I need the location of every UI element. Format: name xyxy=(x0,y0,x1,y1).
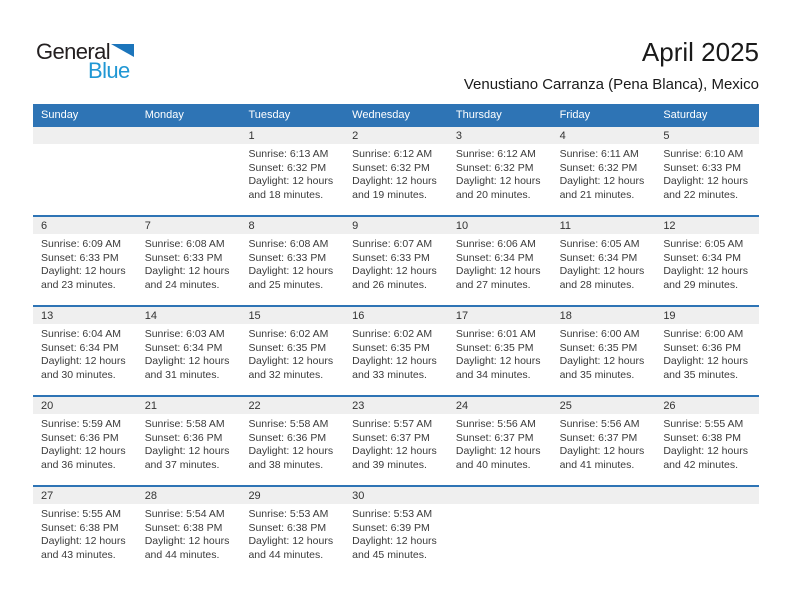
sunset-text: Sunset: 6:33 PM xyxy=(41,251,119,264)
day-cell-29 xyxy=(240,487,344,575)
day-details xyxy=(240,144,344,202)
day-number: 7 xyxy=(137,217,241,234)
sunrise-text: Sunrise: 6:08 AM xyxy=(248,238,329,250)
page-title: April 2025 xyxy=(641,37,759,67)
sunset-text: Sunset: 6:32 PM xyxy=(559,161,638,174)
day-details xyxy=(344,324,448,382)
day-cell-empty xyxy=(137,127,241,215)
sunrise-text: Sunrise: 6:05 AM xyxy=(559,238,640,250)
calendar-table xyxy=(33,104,759,575)
day-cell-25 xyxy=(552,397,656,485)
daylight-text: Daylight: 12 hours and 24 minutes. xyxy=(144,265,230,291)
sunset-text: Sunset: 6:33 PM xyxy=(663,161,741,174)
day-cell-27 xyxy=(33,487,137,575)
day-details xyxy=(33,414,137,472)
day-cell-15 xyxy=(240,307,344,395)
daylight-text: Daylight: 12 hours and 41 minutes. xyxy=(559,445,645,471)
sunset-text: Sunset: 6:36 PM xyxy=(144,431,223,444)
daylight-text: Daylight: 12 hours and 43 minutes. xyxy=(41,535,126,561)
sunset-text: Sunset: 6:35 PM xyxy=(559,341,638,354)
day-number: 14 xyxy=(137,307,241,324)
sunset-text: Sunset: 6:34 PM xyxy=(144,341,223,354)
week-row-5 xyxy=(33,485,759,575)
sunset-text: Sunset: 6:33 PM xyxy=(352,251,430,264)
day-details xyxy=(448,504,552,508)
sunrise-text: Sunrise: 5:58 AM xyxy=(144,418,225,430)
day-cell-7 xyxy=(137,217,241,305)
day-cell-22 xyxy=(240,397,344,485)
weekday-header-row xyxy=(33,104,759,125)
sunrise-text: Sunrise: 6:02 AM xyxy=(248,328,329,340)
daylight-text: Daylight: 12 hours and 20 minutes. xyxy=(455,175,541,201)
day-number: 20 xyxy=(33,397,137,414)
day-cell-4 xyxy=(552,127,656,215)
day-details xyxy=(344,414,448,472)
sunrise-text: Sunrise: 6:07 AM xyxy=(352,238,433,250)
daylight-text: Daylight: 12 hours and 45 minutes. xyxy=(352,535,437,561)
sunrise-text: Sunrise: 5:55 AM xyxy=(41,508,121,520)
day-number: 3 xyxy=(448,127,552,144)
daylight-text: Daylight: 12 hours and 34 minutes. xyxy=(455,355,541,381)
day-details xyxy=(655,504,759,508)
day-number: 28 xyxy=(137,487,241,504)
sunset-text: Sunset: 6:34 PM xyxy=(41,341,119,354)
location-subtitle: Venustiano Carranza (Pena Blanca), Mexico xyxy=(463,76,759,93)
day-cell-21 xyxy=(137,397,241,485)
day-number: 18 xyxy=(552,307,656,324)
day-details xyxy=(448,324,552,382)
day-number xyxy=(137,127,241,144)
sunrise-text: Sunrise: 5:56 AM xyxy=(455,418,536,430)
day-cell-1 xyxy=(240,127,344,215)
day-details xyxy=(33,324,137,382)
sunset-text: Sunset: 6:33 PM xyxy=(144,251,223,264)
sunset-text: Sunset: 6:32 PM xyxy=(455,161,534,174)
daylight-text: Daylight: 12 hours and 44 minutes. xyxy=(144,535,230,561)
sunset-text: Sunset: 6:37 PM xyxy=(352,431,430,444)
day-number xyxy=(655,487,759,504)
sunrise-text: Sunrise: 5:59 AM xyxy=(41,418,121,430)
sunset-text: Sunset: 6:38 PM xyxy=(248,521,327,534)
sunset-text: Sunset: 6:36 PM xyxy=(248,431,327,444)
daylight-text: Daylight: 12 hours and 37 minutes. xyxy=(144,445,230,471)
weekday-header-tuesday: Tuesday xyxy=(248,108,291,121)
daylight-text: Daylight: 12 hours and 31 minutes. xyxy=(144,355,230,381)
sunrise-text: Sunrise: 6:06 AM xyxy=(455,238,536,250)
day-number: 19 xyxy=(655,307,759,324)
day-details xyxy=(137,234,241,292)
sunset-text: Sunset: 6:32 PM xyxy=(248,161,327,174)
sunrise-text: Sunrise: 6:08 AM xyxy=(144,238,225,250)
day-cell-14 xyxy=(137,307,241,395)
weekday-header-sunday: Sunday xyxy=(41,108,79,121)
day-number: 29 xyxy=(240,487,344,504)
day-number: 10 xyxy=(448,217,552,234)
day-number xyxy=(33,127,137,144)
weekday-header-thursday: Thursday xyxy=(455,108,502,121)
sunrise-text: Sunrise: 5:57 AM xyxy=(352,418,433,430)
day-cell-17 xyxy=(448,307,552,395)
day-number xyxy=(552,487,656,504)
sunrise-text: Sunrise: 6:00 AM xyxy=(559,328,640,340)
day-cell-10 xyxy=(448,217,552,305)
sunset-text: Sunset: 6:34 PM xyxy=(455,251,534,264)
sunset-text: Sunset: 6:36 PM xyxy=(41,431,119,444)
day-details xyxy=(552,234,656,292)
day-details xyxy=(240,414,344,472)
day-number: 23 xyxy=(344,397,448,414)
sunrise-text: Sunrise: 5:55 AM xyxy=(663,418,744,430)
sunset-text: Sunset: 6:38 PM xyxy=(663,431,741,444)
day-cell-28 xyxy=(137,487,241,575)
daylight-text: Daylight: 12 hours and 39 minutes. xyxy=(352,445,437,471)
daylight-text: Daylight: 12 hours and 35 minutes. xyxy=(559,355,645,381)
day-number: 8 xyxy=(240,217,344,234)
logo-text-blue: Blue xyxy=(88,58,130,83)
day-cell-9 xyxy=(344,217,448,305)
day-number: 27 xyxy=(33,487,137,504)
sunset-text: Sunset: 6:37 PM xyxy=(455,431,534,444)
daylight-text: Daylight: 12 hours and 30 minutes. xyxy=(41,355,126,381)
sunrise-text: Sunrise: 5:53 AM xyxy=(352,508,433,520)
logo-triangle-icon xyxy=(111,44,134,57)
sunset-text: Sunset: 6:37 PM xyxy=(559,431,638,444)
day-number: 30 xyxy=(344,487,448,504)
day-number: 26 xyxy=(655,397,759,414)
day-cell-19 xyxy=(655,307,759,395)
day-details xyxy=(655,144,759,202)
day-details xyxy=(655,234,759,292)
day-cell-3 xyxy=(448,127,552,215)
daylight-text: Daylight: 12 hours and 40 minutes. xyxy=(455,445,541,471)
day-number: 24 xyxy=(448,397,552,414)
daylight-text: Daylight: 12 hours and 33 minutes. xyxy=(352,355,437,381)
day-number: 21 xyxy=(137,397,241,414)
day-number: 9 xyxy=(344,217,448,234)
daylight-text: Daylight: 12 hours and 25 minutes. xyxy=(248,265,334,291)
sunrise-text: Sunrise: 5:56 AM xyxy=(559,418,640,430)
sunrise-text: Sunrise: 6:13 AM xyxy=(248,148,329,160)
day-cell-6 xyxy=(33,217,137,305)
day-number: 6 xyxy=(33,217,137,234)
sunrise-text: Sunrise: 6:01 AM xyxy=(455,328,536,340)
day-details xyxy=(33,234,137,292)
sunrise-text: Sunrise: 6:11 AM xyxy=(559,148,639,160)
day-cell-8 xyxy=(240,217,344,305)
sunrise-text: Sunrise: 6:02 AM xyxy=(352,328,433,340)
sunrise-text: Sunrise: 6:05 AM xyxy=(663,238,744,250)
day-cell-23 xyxy=(344,397,448,485)
sunset-text: Sunset: 6:39 PM xyxy=(352,521,430,534)
general-blue-logo xyxy=(36,39,134,83)
daylight-text: Daylight: 12 hours and 32 minutes. xyxy=(248,355,334,381)
sunrise-text: Sunrise: 5:54 AM xyxy=(144,508,225,520)
weekday-header-friday: Friday xyxy=(559,108,591,121)
day-cell-24 xyxy=(448,397,552,485)
day-number: 12 xyxy=(655,217,759,234)
day-cell-30 xyxy=(344,487,448,575)
daylight-text: Daylight: 12 hours and 29 minutes. xyxy=(663,265,748,291)
day-cell-empty xyxy=(33,127,137,215)
day-details xyxy=(240,324,344,382)
daylight-text: Daylight: 12 hours and 26 minutes. xyxy=(352,265,437,291)
sunrise-text: Sunrise: 6:12 AM xyxy=(352,148,433,160)
daylight-text: Daylight: 12 hours and 36 minutes. xyxy=(41,445,126,471)
daylight-text: Daylight: 12 hours and 38 minutes. xyxy=(248,445,334,471)
day-number xyxy=(448,487,552,504)
sunrise-text: Sunrise: 6:03 AM xyxy=(144,328,225,340)
daylight-text: Daylight: 12 hours and 28 minutes. xyxy=(559,265,645,291)
day-details xyxy=(33,504,137,562)
sunset-text: Sunset: 6:33 PM xyxy=(248,251,327,264)
day-details xyxy=(137,144,241,148)
day-cell-18 xyxy=(552,307,656,395)
day-cell-16 xyxy=(344,307,448,395)
day-cell-2 xyxy=(344,127,448,215)
day-number: 22 xyxy=(240,397,344,414)
day-cell-13 xyxy=(33,307,137,395)
day-cell-26 xyxy=(655,397,759,485)
day-details xyxy=(448,144,552,202)
daylight-text: Daylight: 12 hours and 27 minutes. xyxy=(455,265,541,291)
day-details xyxy=(552,144,656,202)
day-details xyxy=(344,144,448,202)
day-details xyxy=(137,504,241,562)
day-number: 11 xyxy=(552,217,656,234)
day-details xyxy=(552,504,656,508)
day-details xyxy=(655,414,759,472)
day-details xyxy=(552,414,656,472)
sunset-text: Sunset: 6:38 PM xyxy=(41,521,119,534)
daylight-text: Daylight: 12 hours and 44 minutes. xyxy=(248,535,334,561)
sunset-text: Sunset: 6:35 PM xyxy=(352,341,430,354)
day-number: 15 xyxy=(240,307,344,324)
sunset-text: Sunset: 6:36 PM xyxy=(663,341,741,354)
sunset-text: Sunset: 6:35 PM xyxy=(248,341,327,354)
weekday-header-saturday: Saturday xyxy=(663,108,708,121)
day-details xyxy=(552,324,656,382)
day-cell-20 xyxy=(33,397,137,485)
sunrise-text: Sunrise: 6:04 AM xyxy=(41,328,121,340)
weekday-header-monday: Monday xyxy=(144,108,184,121)
sunrise-text: Sunrise: 6:00 AM xyxy=(663,328,744,340)
day-number: 13 xyxy=(33,307,137,324)
day-cell-12 xyxy=(655,217,759,305)
weekday-header-wednesday: Wednesday xyxy=(352,108,411,121)
week-row-1 xyxy=(33,125,759,215)
day-details xyxy=(240,504,344,562)
daylight-text: Daylight: 12 hours and 23 minutes. xyxy=(41,265,126,291)
sunrise-text: Sunrise: 6:09 AM xyxy=(41,238,121,250)
daylight-text: Daylight: 12 hours and 42 minutes. xyxy=(663,445,748,471)
daylight-text: Daylight: 12 hours and 18 minutes. xyxy=(248,175,334,201)
daylight-text: Daylight: 12 hours and 19 minutes. xyxy=(352,175,437,201)
day-details xyxy=(344,234,448,292)
sunrise-text: Sunrise: 5:53 AM xyxy=(248,508,329,520)
day-cell-11 xyxy=(552,217,656,305)
sunrise-text: Sunrise: 6:12 AM xyxy=(455,148,536,160)
day-details xyxy=(448,414,552,472)
day-number: 25 xyxy=(552,397,656,414)
day-details xyxy=(33,144,137,148)
day-details xyxy=(137,324,241,382)
sunrise-text: Sunrise: 6:10 AM xyxy=(663,148,744,160)
day-cell-empty xyxy=(655,487,759,575)
sunset-text: Sunset: 6:35 PM xyxy=(455,341,534,354)
day-number: 16 xyxy=(344,307,448,324)
sunset-text: Sunset: 6:34 PM xyxy=(663,251,741,264)
sunset-text: Sunset: 6:34 PM xyxy=(559,251,638,264)
week-row-4 xyxy=(33,395,759,485)
day-number: 5 xyxy=(655,127,759,144)
week-row-3 xyxy=(33,305,759,395)
title-block xyxy=(464,37,759,93)
daylight-text: Daylight: 12 hours and 21 minutes. xyxy=(559,175,645,201)
day-details xyxy=(344,504,448,562)
day-number: 1 xyxy=(240,127,344,144)
day-details xyxy=(448,234,552,292)
week-row-2 xyxy=(33,215,759,305)
day-cell-empty xyxy=(552,487,656,575)
daylight-text: Daylight: 12 hours and 35 minutes. xyxy=(663,355,748,381)
day-number: 17 xyxy=(448,307,552,324)
sunrise-text: Sunrise: 5:58 AM xyxy=(248,418,329,430)
sunset-text: Sunset: 6:38 PM xyxy=(144,521,223,534)
day-number: 2 xyxy=(344,127,448,144)
day-cell-5 xyxy=(655,127,759,215)
day-details xyxy=(137,414,241,472)
daylight-text: Daylight: 12 hours and 22 minutes. xyxy=(663,175,748,201)
day-details xyxy=(240,234,344,292)
logo-text-general: General xyxy=(36,39,111,64)
sunset-text: Sunset: 6:32 PM xyxy=(352,161,430,174)
day-details xyxy=(655,324,759,382)
day-cell-empty xyxy=(448,487,552,575)
day-number: 4 xyxy=(552,127,656,144)
